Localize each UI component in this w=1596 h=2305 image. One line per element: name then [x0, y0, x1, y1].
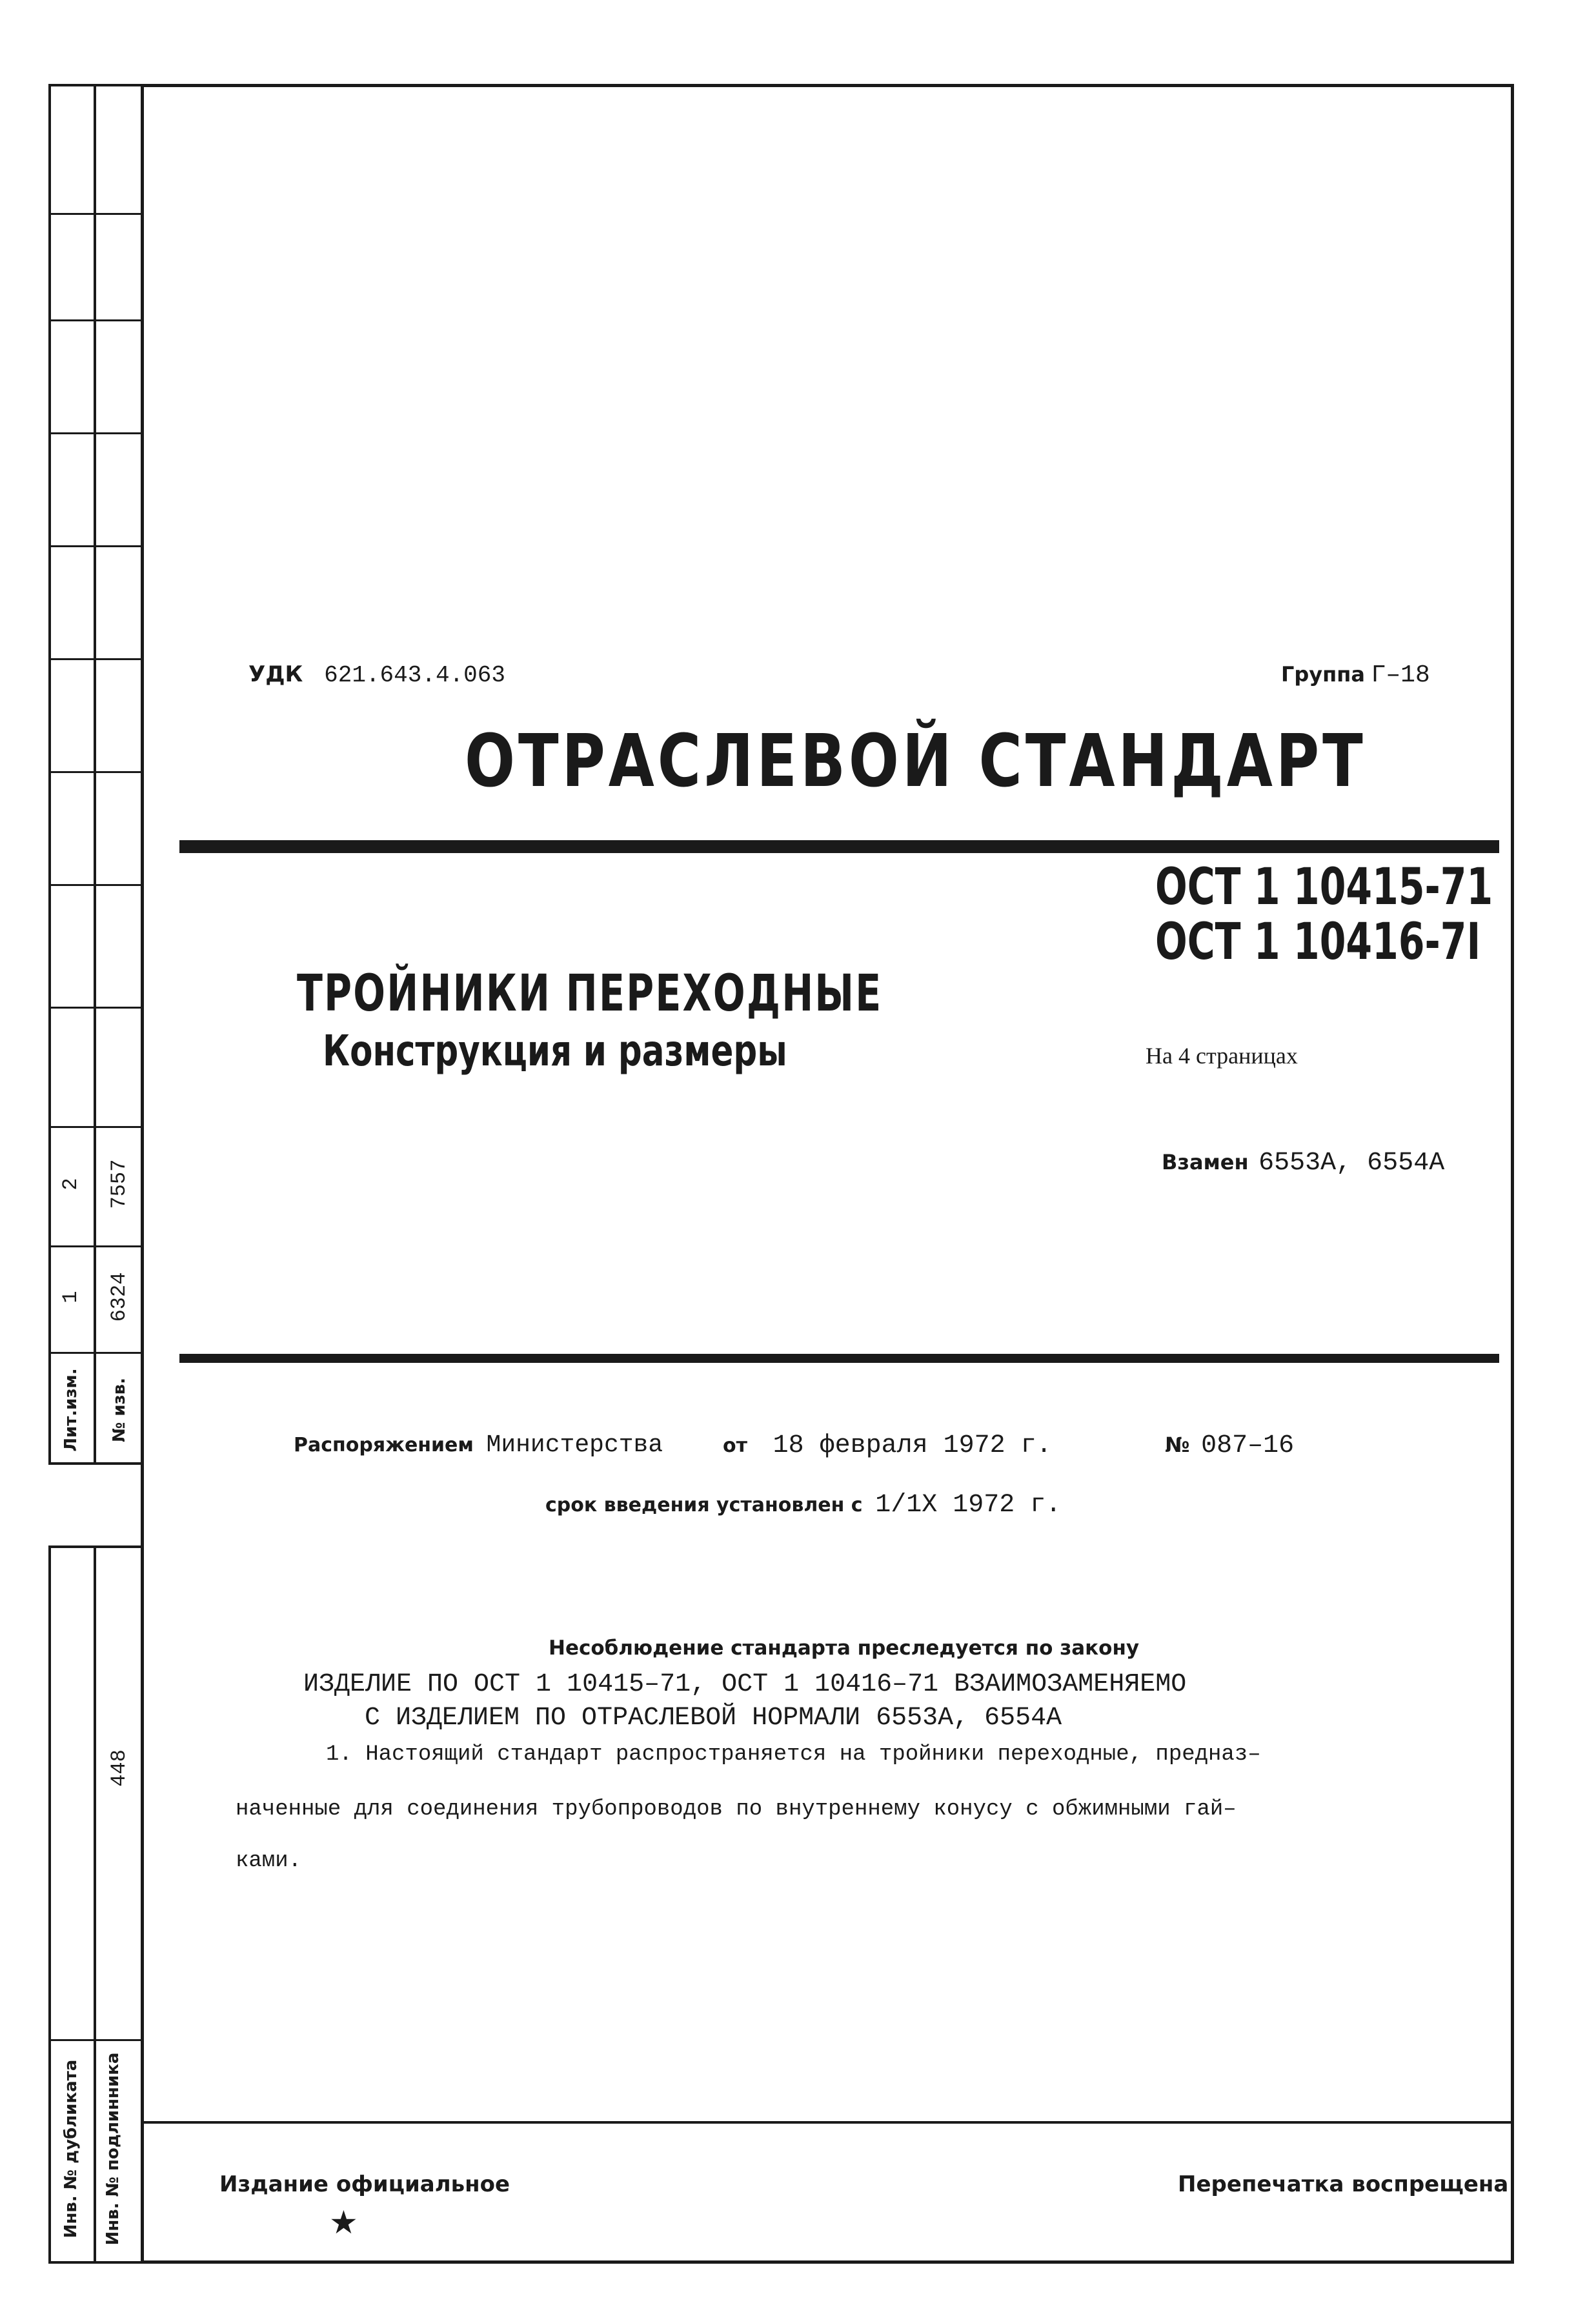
side-rule — [48, 1245, 144, 1247]
side-rule — [48, 658, 144, 660]
udk-label: УДК — [248, 661, 303, 687]
replaces-line — [1162, 1149, 1444, 1178]
side-rule — [48, 1007, 144, 1009]
ministry: Министерства — [486, 1431, 663, 1459]
footer-separator — [142, 2121, 1513, 2124]
dup-inventory-label: Инв. № дубликата — [61, 2059, 81, 2239]
effective-label: срок введения установлен с — [545, 1494, 863, 1516]
from-label: от — [723, 1434, 747, 1457]
side-stamp-divider — [94, 1545, 96, 2264]
replaces-value: 6553А, 6554А — [1258, 1149, 1445, 1178]
number-label: № — [1165, 1433, 1190, 1457]
no-izv-label: № изв. — [110, 1378, 129, 1442]
group-line — [1281, 661, 1430, 689]
side-rule — [48, 432, 144, 434]
interchange-line-2: С ИЗДЕЛИЕМ ПО ОТРАСЛЕВОЙ НОРМАЛИ 6553А, 6554А — [365, 1704, 1062, 1733]
udk-value: 621.643.4.063 — [324, 662, 505, 689]
designation-2: ОСТ 1 10416-7I — [1155, 913, 1481, 971]
side-rule — [48, 213, 144, 215]
effective-date: 1/1Х 1972 г. — [875, 1491, 1062, 1520]
replaces-label: Взамен — [1162, 1150, 1249, 1174]
product-name: ТРОЙНИКИ ПЕРЕХОДНЫЕ — [297, 965, 883, 1023]
side-rule — [48, 771, 144, 773]
order-date — [723, 1431, 1052, 1460]
order-date-value: 18 февраля 1972 г. — [773, 1431, 1052, 1460]
orig-inventory-label: Инв. № подлинника — [103, 2052, 123, 2246]
page-count: На 4 страницах — [1146, 1043, 1298, 1069]
side-rule — [48, 545, 144, 547]
law-note: Несоблюдение стандарта преследуется по закону — [549, 1636, 1140, 1660]
order-label: Распоряжением — [294, 1434, 474, 1456]
order-line — [294, 1431, 663, 1459]
edition-note: Издание официальное — [219, 2171, 510, 2197]
lit-value-1: 1 — [59, 1291, 83, 1303]
side-stamp-divider — [94, 84, 96, 1465]
udk-line — [248, 661, 505, 689]
designation-1: ОСТ 1 10415-71 — [1155, 858, 1493, 916]
title-rule — [179, 840, 1499, 853]
izv-value-2: 7557 — [107, 1159, 131, 1209]
group-label: Группа — [1281, 662, 1365, 687]
section-rule — [179, 1354, 1499, 1363]
side-stamp-upper — [48, 84, 144, 1465]
star-icon: ★ — [329, 2204, 358, 2241]
side-rule — [48, 319, 144, 321]
orig-inventory-value: 448 — [107, 1749, 131, 1787]
order-number-value: 087–16 — [1201, 1431, 1295, 1460]
interchange-line-1: ИЗДЕЛИЕ ПО ОСТ 1 10415–71, ОСТ 1 10416–71 ВЗАИМОЗАМЕНЯЕМО — [303, 1670, 1187, 1699]
product-subtitle: Конструкция и размеры — [323, 1026, 787, 1076]
lit-value-2: 2 — [59, 1178, 83, 1191]
group-value: Г–18 — [1371, 661, 1430, 689]
page-title: ОТРАСЛЕВОЙ СТАНДАРТ — [465, 720, 1366, 803]
izv-value-1: 6324 — [107, 1272, 131, 1322]
side-rule — [48, 884, 144, 886]
reprint-note: Перепечатка воспрещена — [1178, 2171, 1509, 2197]
paragraph-1-line-2: наченные для соединения трубопроводов по внутреннему конусу с обжимными гай– — [236, 1797, 1237, 1822]
order-number — [1165, 1431, 1294, 1460]
paragraph-1-line-1: 1. Настоящий стандарт распространяется на тройники переходные, предназ– — [326, 1742, 1261, 1767]
side-rule — [48, 1352, 144, 1354]
side-rule — [48, 1126, 144, 1128]
paragraph-1-line-3: ками. — [236, 1849, 302, 1873]
lit-izm-label: Лит.изм. — [61, 1368, 81, 1452]
effective-line — [545, 1491, 1061, 1520]
